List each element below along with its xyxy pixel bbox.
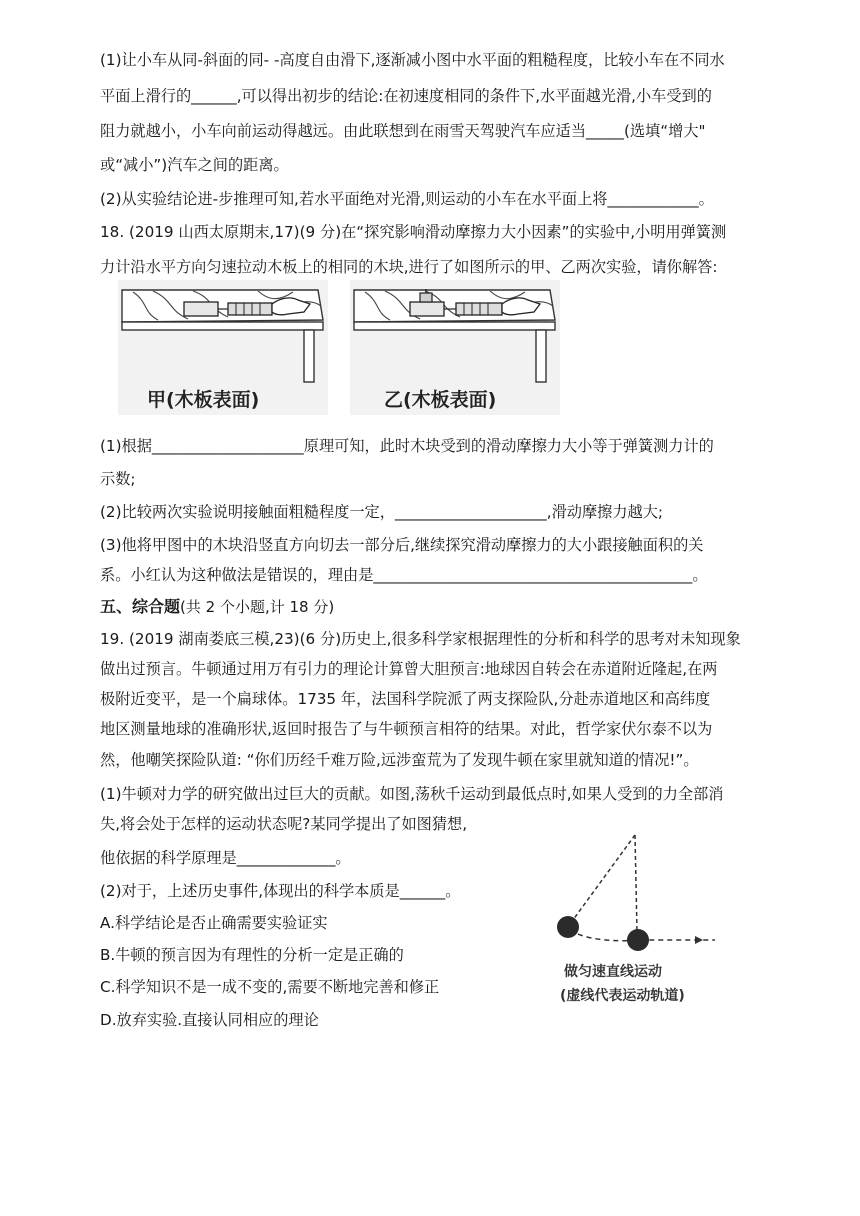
q18-stem-line2: 力计沿水平方向匀速拉动木板上的相同的木块,进行了如图所示的甲、乙两次实验，请你解答: — [100, 258, 718, 276]
q17-part1-line1: (1)让小车从同-斜面的同- -高度自由滑下,逐渐减小图中水平面的粗糙程度，比较小车在不同水 — [100, 51, 725, 69]
arrow-right-icon — [695, 936, 703, 944]
q18-figure-b-caption: 乙(木板表面) — [384, 389, 497, 411]
q19-stem-line1: 19. (2019 湖南娄底三模,23)(6 分)历史上,很多科学家根据理性的分析和科学的思考对未知现象 — [100, 630, 741, 648]
q19-pendulum-figure — [545, 830, 745, 960]
q18-part3-line1: (3)他将甲图中的木块沿竖直方向切去一部分后,继续探究滑动摩擦力的大小跟接触面积的关 — [100, 536, 704, 554]
q19-stem-line5: 然，他嘲笑探险队道: “你们历经千难万险,远涉蛮荒为了发现牛顿在家里就知道的情况!”。 — [100, 751, 699, 769]
q17-part1-line2: 平面上滑行的______,可以得出初步的结论:在初速度相同的条件下,水平面越光滑,小车受到的 — [100, 87, 712, 105]
q19-stem-line2: 做出过预言。牛顿通过用万有引力的理论计算曾大胆预言:地球因自转会在赤道附近隆起,在两 — [100, 660, 718, 678]
q19-option-d: D.放弃实验.直接认同相应的理论 — [100, 1011, 319, 1029]
q19-part1-line2: 失,将会处于怎样的运动状态呢?某同学提出了如图猜想, — [100, 815, 468, 833]
section-5-title: 五、综合题 — [100, 597, 181, 616]
q18-stem-line1: 18. (2019 山西太原期末,17)(9 分)在“探究影响滑动摩擦力大小因素”的实验中,小明用弹簧测 — [100, 223, 727, 241]
q19-figure-caption-line1: 做匀速直线运动 — [564, 964, 662, 980]
q19-part1-line3: 他依据的科学原理是_____________。 — [100, 849, 351, 867]
q17-part1-line4: 或“减小”)汽车之间的距离。 — [100, 156, 289, 174]
q18-part3-line2: 系。小红认为这种做法是错误的，理由是__________________________________________。 — [100, 566, 708, 584]
q19-option-c: C.科学知识不是一成不变的,需要不断地完善和修正 — [100, 978, 440, 996]
section-5-heading — [100, 597, 800, 617]
q19-part2: (2)对于，上述历史事件,体现出的科学本质是______。 — [100, 882, 461, 900]
q18-part2: (2)比较两次实验说明接触面粗糙程度一定，____________________,滑动摩擦力越大; — [100, 503, 664, 521]
q19-option-b: B.牛顿的预言因为有理性的分析一定是正确的 — [100, 946, 404, 964]
q19-figure-caption-line2: (虚线代表运动轨道) — [560, 988, 685, 1004]
pendulum-illustration — [545, 830, 745, 960]
q18-part1-line1: (1)根据____________________原理可知，此时木块受到的滑动摩擦力大小等于弹簧测力计的 — [100, 437, 714, 455]
q19-part1-line1: (1)牛顿对力学的研究做出过巨大的贡献。如图,荡秋千运动到最低点时,如果人受到的力全部消 — [100, 785, 724, 803]
q17-part2: (2)从实验结论进-步推理可知,若水平面绝对光滑,则运动的小车在水平面上将____________。 — [100, 190, 714, 208]
q19-option-a: A.科学结论是否止确需要实验证实 — [100, 914, 328, 932]
q19-stem-line4: 地区测量地球的准确形状,返回时报告了与牛顿预言相符的结果。对此，哲学家伏尔泰不以为 — [100, 720, 713, 738]
q18-figure-a-caption: 甲(木板表面) — [147, 389, 260, 411]
q18-part1-line2: 示数; — [100, 470, 136, 488]
section-5-note: (共 2 个小题,计 18 分) — [180, 598, 335, 616]
q17-part1-line3: 阻力就越小，小车向前运动得越远。由此联想到在雨雪天驾驶汽车应适当_____(选填“增大" — [100, 122, 706, 140]
q19-stem-line3: 极附近变平，是一个扁球体。1735 年，法国科学院派了两支探险队,分赴赤道地区和高纬度 — [100, 690, 711, 708]
